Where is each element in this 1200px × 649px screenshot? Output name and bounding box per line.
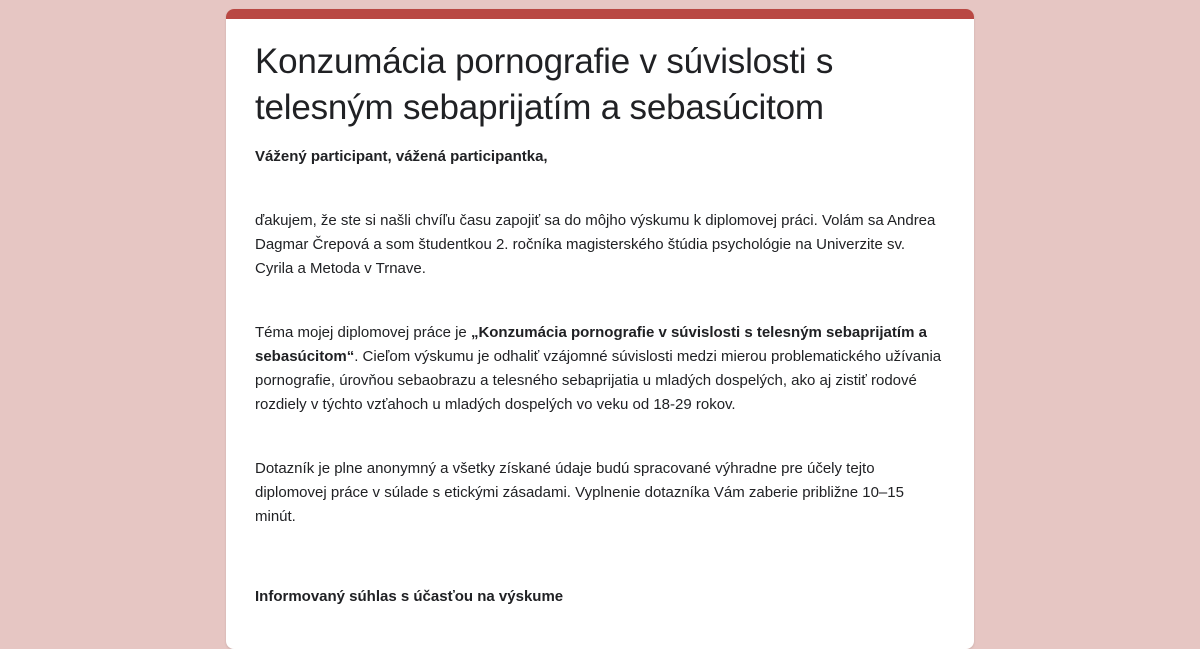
greeting-text: Vážený participant, vážená participantka,: [255, 148, 548, 165]
form-description: [255, 145, 945, 609]
spacer: [255, 529, 945, 585]
intro-paragraph: ďakujem, že ste si našli chvíľu času zapojiť sa do môjho výskumu k diplomovej práci. Volám sa Andrea Dagmar Črepová a som študentkou 2. ročníka magisterského štúdia psychológie na Univerzite sv. Cyrila a Metoda v Trnave.: [255, 212, 936, 277]
topic-paragraph: [255, 321, 945, 417]
spacer: [255, 281, 945, 321]
thesis-title-text: „Konzumácia pornografie v súvislosti s telesným sebaprijatím a sebasúcitom“: [255, 324, 927, 365]
form-header-content: [255, 39, 945, 609]
topic-intro-text: Téma mojej diplomovej práce je: [255, 324, 471, 341]
anonymity-paragraph: Dotazník je plne anonymný a všetky získané údaje budú spracované výhradne pre účely tejto diplomovej práce v súlade s etickými zásadami. Vyplnenie dotazníka Vám zaberie približne 10–15 minút.: [255, 460, 904, 525]
form-header-card: [226, 9, 974, 649]
form-title: Konzumácia pornografie v súvislosti s telesným sebaprijatím a sebasúcitom: [255, 42, 834, 127]
topic-rest-text: . Cieľom výskumu je odhaliť vzájomné súvislosti medzi mierou problematického užívania pornografie, úrovňou sebaobrazu a telesného sebaprijatia u mladých dospelých, ako aj zistiť rodové rozdiely v týchto vzťahoch u mladých dospelých vo veku od 18-29 rokov.: [255, 348, 942, 413]
card-accent-bar: [226, 9, 974, 19]
consent-heading: Informovaný súhlas s účasťou na výskume: [255, 588, 564, 605]
spacer: [255, 169, 945, 209]
spacer: [255, 417, 945, 457]
